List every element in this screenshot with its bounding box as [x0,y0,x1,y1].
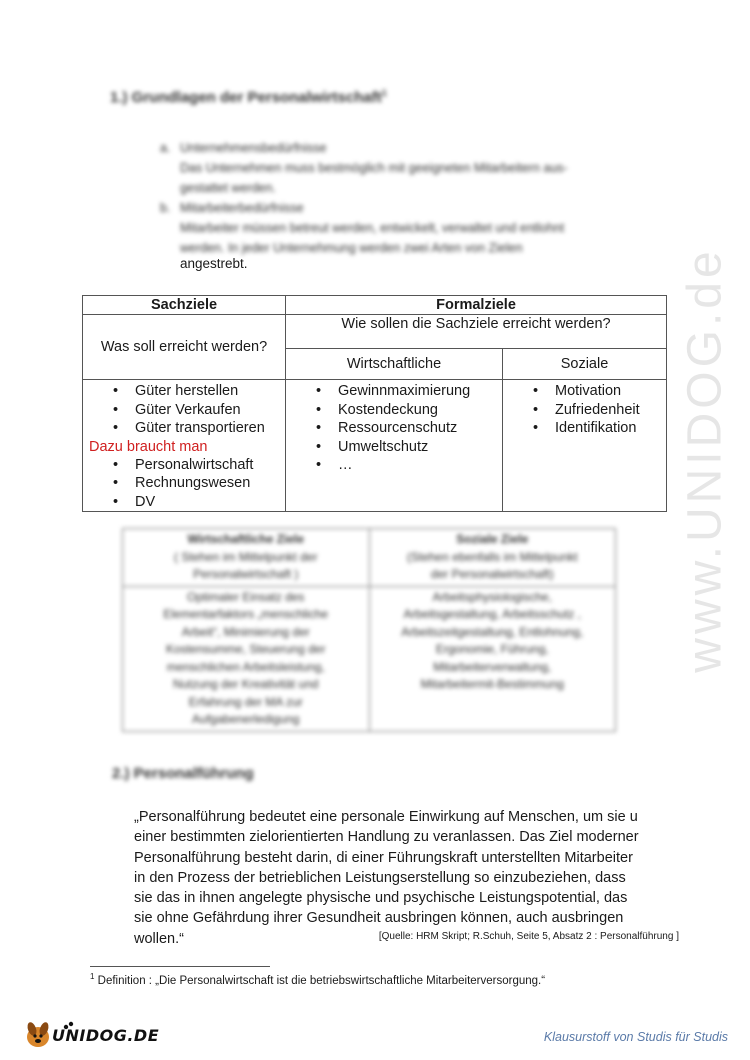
cell-line: menschlichen Arbeitsleistung, [166,659,325,674]
wirtschaftliche-subheader: Wirtschaftliche [286,349,503,380]
footnote-divider [90,966,270,967]
list-item: • Güter herstellen [135,382,285,401]
personalfuehrung-quote [134,807,679,949]
quote-line: „Personalführung bedeutet eine personale Einwirkung auf Menschen, um sie u [134,809,638,825]
list-item: • Personalwirtschaft [135,456,285,475]
list-item-text: Mitarbeiter müssen betreut werden, entwickelt, verwaltet und entlohnt [180,221,565,235]
footnote-ref: 1 [381,88,387,98]
quote-line: wollen.“ [134,930,184,947]
list-marker: b. [160,201,171,215]
cell-line: Optimaler Einsatz des [187,589,305,604]
formalziele-question: Wie sollen die Sachziele erreicht werden? [286,315,667,349]
list-item: • DV [135,493,285,512]
sachziele-header: Sachziele [83,296,286,315]
header-sub: Personalwirtschaft ) [193,567,299,581]
list-item: • Güter Verkaufen [135,401,285,420]
list-item [160,138,660,158]
footnote-number: 1 [90,972,95,981]
cell-line: Erfahrung der MA zur [188,694,303,709]
quote-line: Personalführung besteht darin, di einer Führungskraft unterstellten Mitarbeiter [134,849,633,866]
cell-line: Aufgabenerledigung [192,712,300,726]
quote-line: einer bestimmten zielorientierten Handlung zu veranlassen. Das Ziel moderner [134,829,639,846]
dazu-braucht-man-note: Dazu braucht man [89,438,208,455]
cell-line: Mitarbeiterverwaltung, [433,659,552,674]
cell-line: Arbeit“, Minimierung der [181,624,310,639]
list-item [160,198,660,218]
soziale-subheader: Soziale [503,349,667,380]
list-item-title: Unternehmensbedürfnisse [180,141,327,155]
list-item-text: werden. In jeder Unternehmung werden zwei Arten von Zielen [180,241,523,255]
logo-text: UNIDOG.DE [52,1026,160,1045]
list-item: • Identifikation [555,419,666,438]
sachziele-list [83,382,285,438]
header-title: Wirtschaftliche Ziele [187,532,305,546]
list-item: • Güter transportieren [135,419,285,438]
footnote [90,972,545,987]
cell-line: Arbeitsphysiologische, [432,589,552,604]
list-item-title: Mitarbeiterbedürfnisse [180,201,304,215]
wirtschaftliche-cell [286,380,503,512]
angestrebt-text: angestrebt. [180,256,248,271]
header-sub: der Personalwirtschaft) [430,567,554,581]
header-title: Soziale Ziele [456,532,529,546]
quote-line: sie das in ihnen angelegte physische und psychische Leistungspotential, das [134,890,628,907]
cell-line: Elementarfaktors „menschliche [163,607,329,621]
cell-line: Nutzung der Kreativität und [173,677,319,691]
sachziele-cell [83,380,286,512]
watermark: www.UNIDOG.de [678,247,732,673]
footnote-text: Definition : „Die Personalwirtschaft ist die betriebswirtschaftliche Mitarbeiterversorgung.“ [97,974,546,987]
list-item: • Zufriedenheit [555,401,666,420]
list-item-text: gestattet werden. [180,181,276,195]
wirtschaftliche-list [286,382,502,475]
cell-line: Kostensumme, Steuerung der [166,642,326,656]
list-item: • Rechnungswesen [135,474,285,493]
quote-source: [Quelle: HRM Skript; R.Schuh, Seite 5, Absatz 2 : Personalführung ] [378,930,679,942]
section-2-heading: 2.) Personalführung [112,765,254,782]
soziale-ziele-cell [369,586,616,731]
section-1-heading-text: 1.) Grundlagen der Personalwirtschaft [110,89,382,106]
list-item: • Ressourcenschutz [338,419,502,438]
wirtschaftliche-ziele-header [123,529,370,587]
cell-line: Arbeitsgestaltung, Arbeitsschutz , [403,607,581,621]
soziale-list [503,382,666,438]
quote-line: sie ohne Gefährdung ihrer Gesundheit ausbringen können, auch ausbringen [134,910,624,927]
list-item: • Gewinnmaximierung [338,382,502,401]
cell-line: Arbeitszeitgestaltung, Entlohnung, [401,624,584,639]
cell-line: Ergonomie, Führung, [435,642,549,656]
header-sub: ( Stehen im Mittelpunkt der [174,549,318,564]
sachziele-list-2 [83,456,285,512]
list-item-text: Das Unternehmen muss bestmöglich mit geeigneten Mitarbeitern aus- [180,161,568,175]
list-item: • Kostendeckung [338,401,502,420]
list-marker: a. [160,141,171,155]
soziale-ziele-header [369,529,616,587]
formalziele-header: Formalziele [286,296,667,315]
list-item: • Motivation [555,382,666,401]
soziale-cell [503,380,667,512]
wirtschaftliche-ziele-cell [123,586,370,731]
needs-list [160,138,660,258]
list-item: • … [338,456,502,475]
cell-line: Mitarbeitermit-Bestimmung [420,677,564,691]
sachziele-question: Was soll erreicht werden? [83,315,286,380]
quote-line: in den Prozess der betrieblichen Leistungserstellung so einzubeziehen, dass [134,869,626,886]
footer-slogan: Klausurstoff von Studis für Studis [543,1030,728,1044]
list-item: • Umweltschutz [338,438,502,457]
quote-last-line [134,929,679,949]
header-sub: (Stehen ebenfalls im Mittelpunkt [406,549,578,564]
section-1-heading [110,88,387,106]
goals-table [82,295,667,512]
goals-detail-table [122,528,616,732]
